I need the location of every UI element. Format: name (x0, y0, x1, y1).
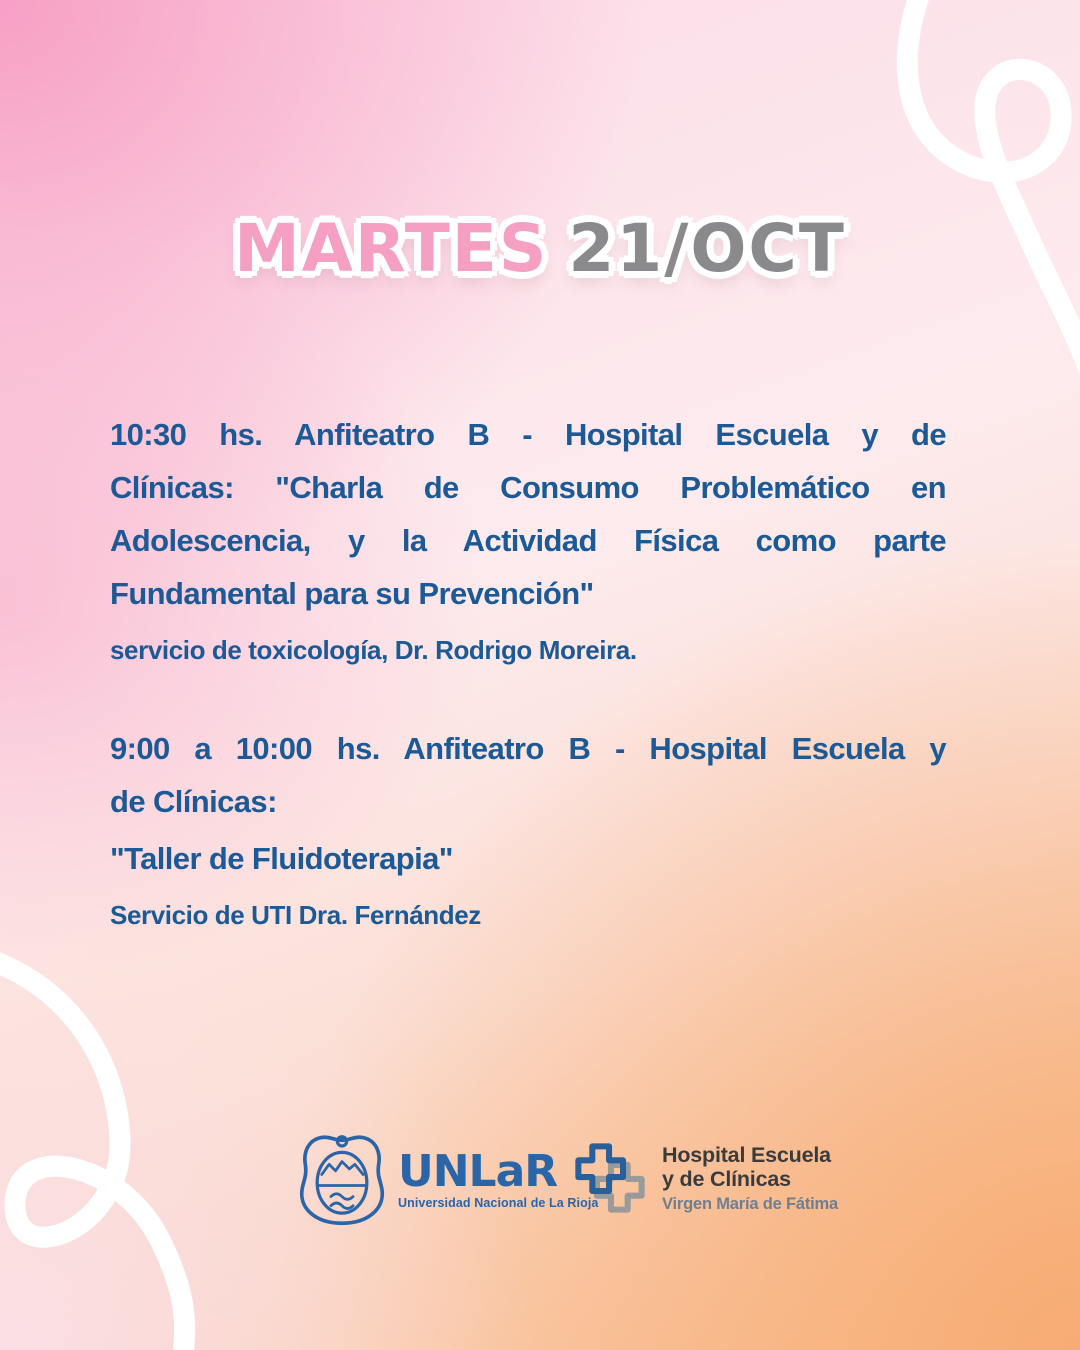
unlar-emblem-icon (296, 1130, 388, 1230)
title-date: 21/OCT (568, 210, 846, 287)
swirl-top-right-icon (907, 0, 1080, 385)
hospital-cross-icon (570, 1138, 650, 1218)
event-subheading: "Taller de Fluidoterapia" (110, 841, 453, 876)
event-heading-line: Clínicas: "Charla de Consumo Problemático en (110, 470, 946, 505)
event-heading (110, 722, 946, 828)
event-speaker: servicio de toxicología, Dr. Rodrigo Moreira. (110, 635, 637, 665)
hospital-name-line2: y de Clínicas (662, 1166, 791, 1191)
event-heading-line: 9:00 a 10:00 hs. Anfiteatro B - Hospital Escuela y (110, 731, 946, 766)
unlar-text (398, 1146, 599, 1210)
event-heading-line: Adolescencia, y la Actividad Física como parte (110, 523, 946, 558)
schedule (110, 408, 946, 933)
unlar-logo (296, 1130, 598, 1230)
event-heading-line: de Clínicas: (110, 784, 277, 819)
hospital-text (662, 1143, 838, 1214)
unlar-subtitle: Universidad Nacional de La Rioja (398, 1196, 599, 1210)
event-heading (110, 408, 946, 620)
hospital-subtitle: Virgen María de Fátima (662, 1194, 838, 1213)
event-speaker: Servicio de UTI Dra. Fernández (110, 900, 481, 930)
event-item (110, 408, 946, 668)
hospital-name-line1: Hospital Escuela (662, 1142, 831, 1167)
event-heading-line: 10:30 hs. Anfiteatro B - Hospital Escuela y de (110, 417, 946, 452)
event-heading-line: Fundamental para su Prevención" (110, 576, 594, 611)
unlar-acronym: UNLaR (398, 1146, 558, 1197)
title-day: MARTES (234, 210, 549, 287)
hospital-logo (570, 1138, 838, 1218)
page-title (0, 210, 1080, 287)
event-item (110, 722, 946, 933)
swirl-bottom-left-icon (0, 958, 185, 1350)
